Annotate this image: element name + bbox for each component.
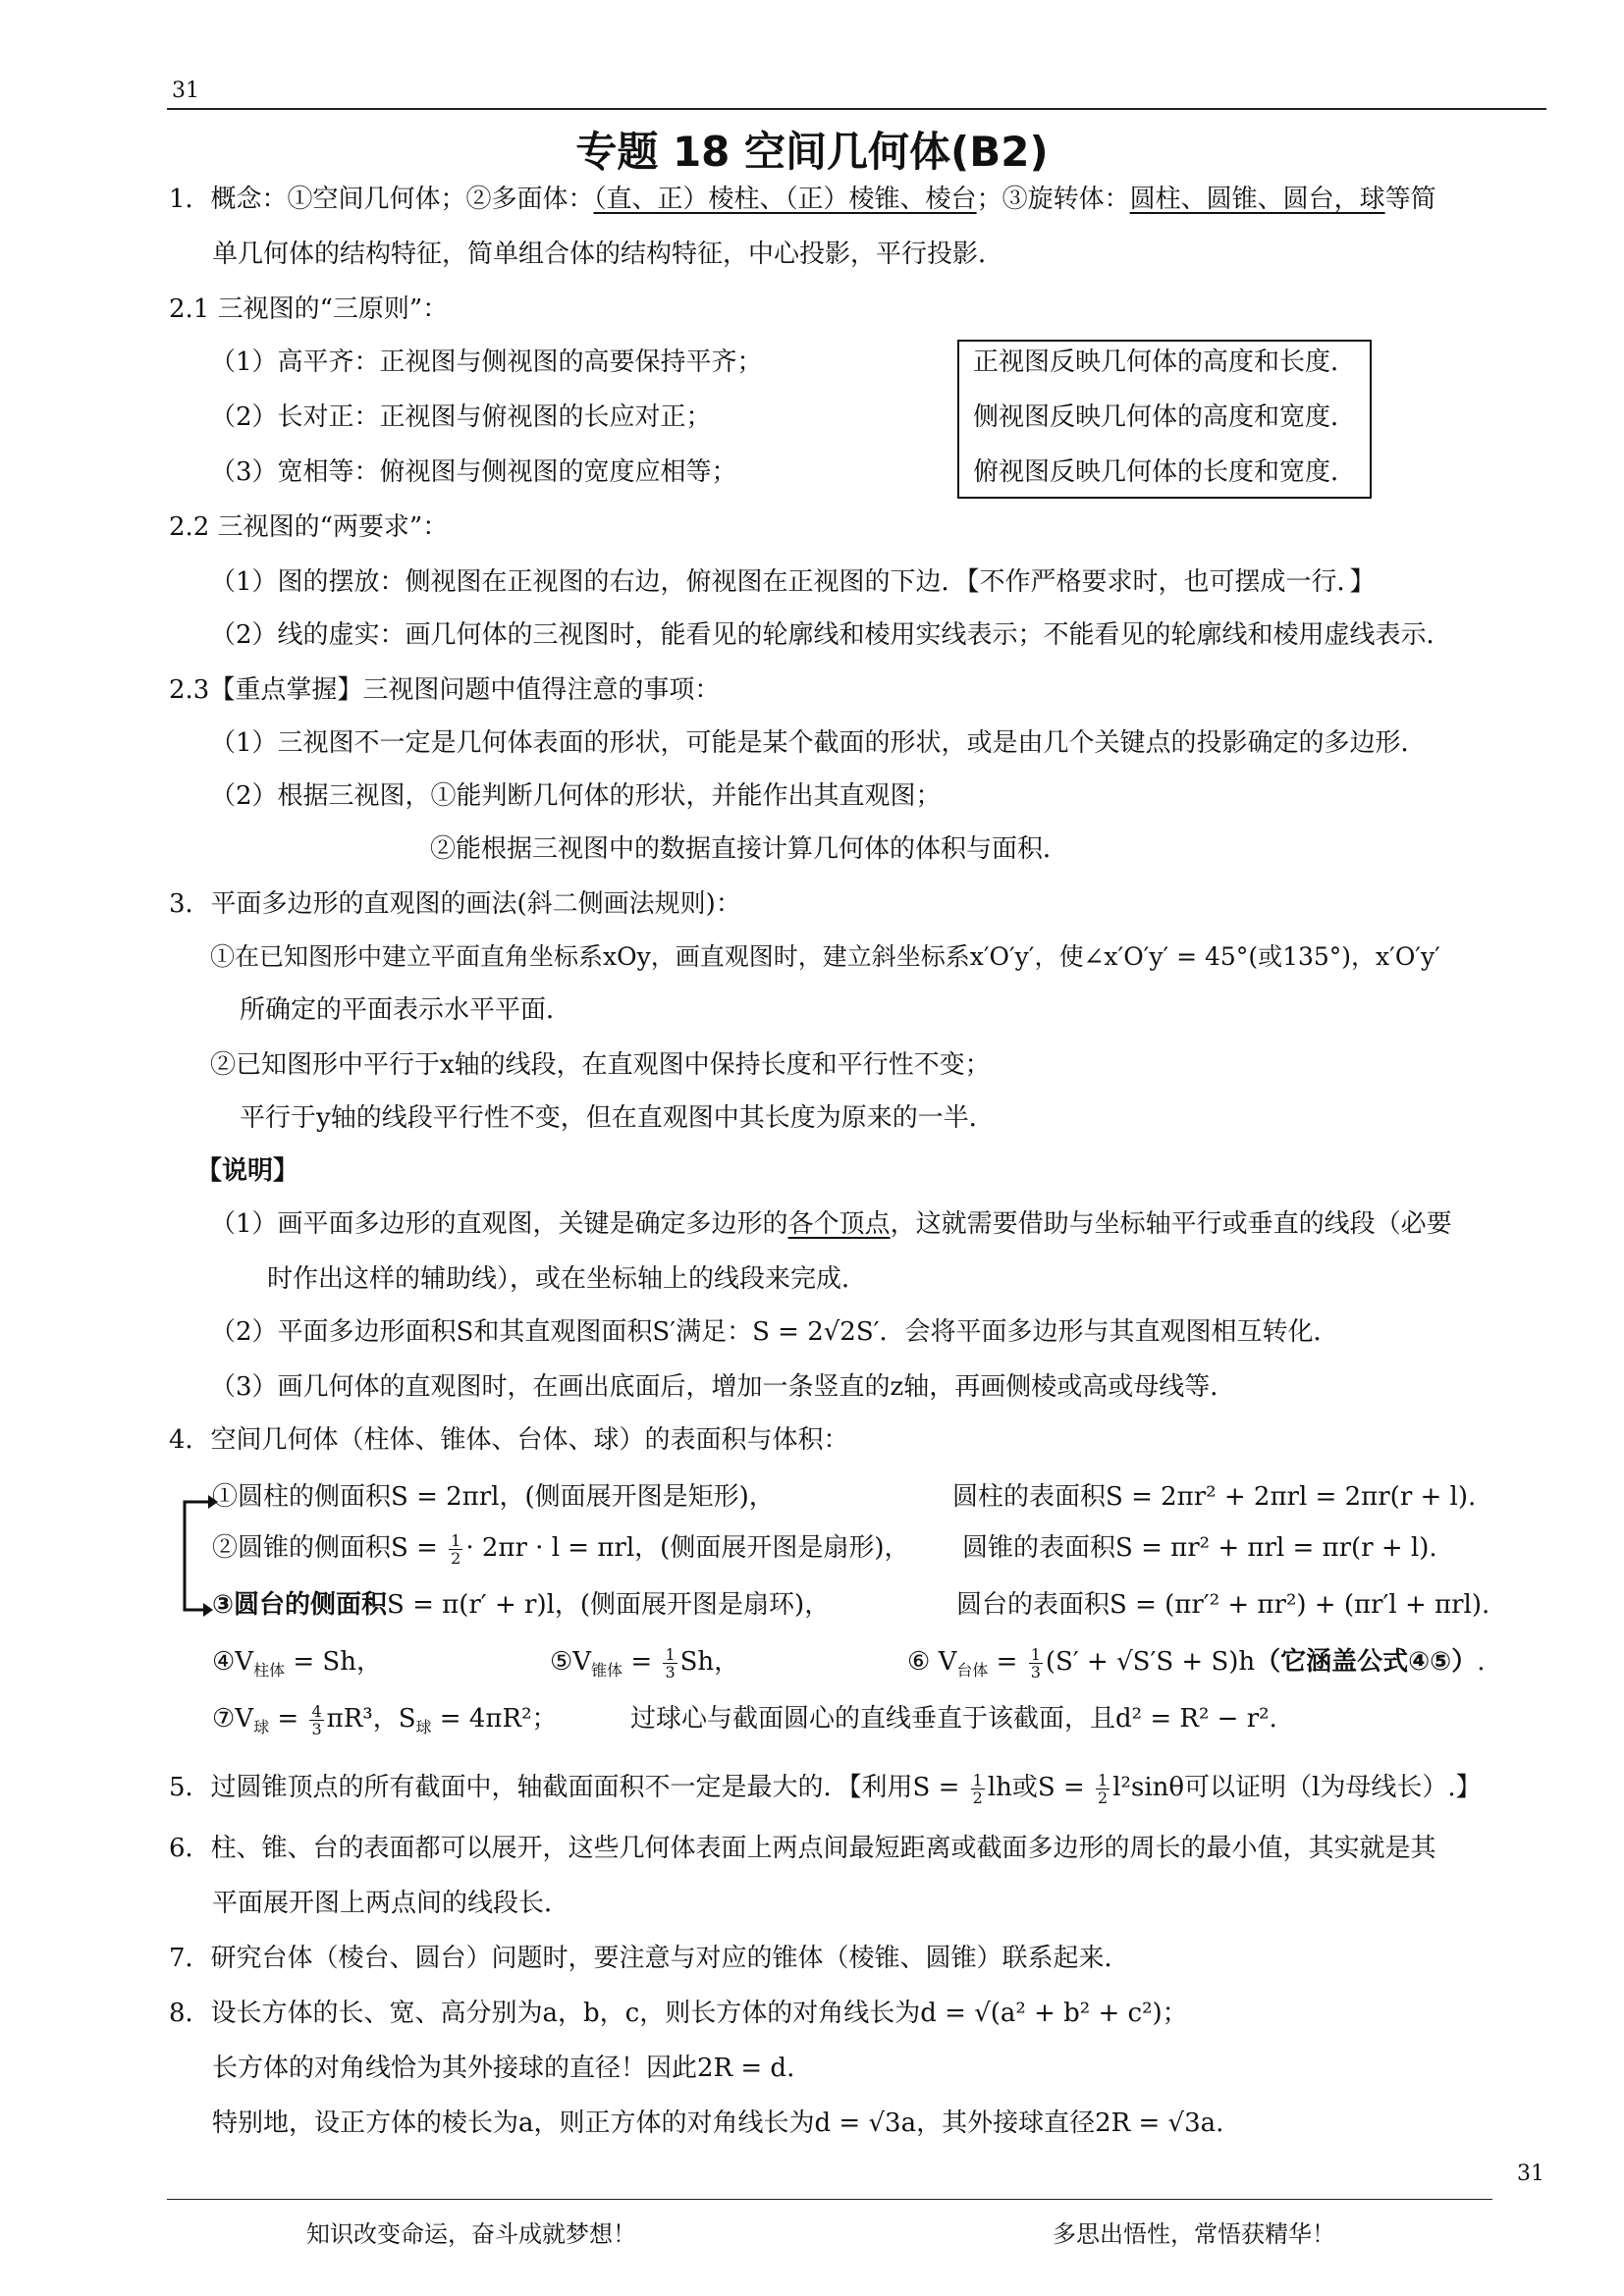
s4-row2-right: 圆锥的表面积S = πr² + πrl = πr(r + l).	[962, 1533, 1437, 1563]
s3-p1a: ①在已知图形中建立平面直角坐标系xOy，画直观图时，建立斜坐标系x′O′y′，使∠x′O′y′ = 45°(或135°)，x′O′y′	[210, 942, 1440, 971]
s1-line1: 1．概念：①空间几何体；②多面体：（直、正）棱柱、（正）棱锥、棱台；③旋转体：圆柱、圆锥、圆台，球等简	[169, 185, 1436, 214]
s3-p2b: 平行于y轴的线段平行性不变，但在直观图中其长度为原来的一半．	[240, 1103, 995, 1133]
s21-item-1: （1）高平齐：正视图与侧视图的高要保持平齐；	[210, 347, 763, 377]
fraction-one-half: $\frac{1}{2}$	[972, 1770, 983, 1807]
s22-item-2: （2）线的虚实：画几何体的三视图时，能看见的轮廓线和棱用实线表示；不能看见的轮廓线和棱用虚线表示．	[210, 620, 1452, 650]
views-box-line-1: 正视图反映几何体的高度和长度．	[973, 347, 1357, 377]
solids-of-revolution-list: 圆柱、圆锥、圆台，球	[1129, 185, 1385, 214]
s3-p2a: ②已知图形中平行于x轴的线段，在直观图中保持长度和平行性不变；	[210, 1050, 991, 1080]
s4-row3-right: 圆台的表面积S = (πr′² + πr²) + (πr′l + πrl).	[956, 1590, 1490, 1620]
s3-p1b: 所确定的平面表示水平平面．	[240, 995, 572, 1025]
footer-right-motto: 多思出悟性，常悟获精华！	[1053, 2220, 1335, 2248]
s3-note-1b: 时作出这样的辅助线），或在坐标轴上的线段来完成．	[267, 1264, 868, 1294]
s21-head: 2.1 三视图的“三原则”：	[169, 294, 449, 324]
s8-line2: 长方体的对角线恰为其外接球的直径！因此2R = d.	[212, 2054, 795, 2083]
s3-note-head: 【说明】	[196, 1156, 299, 1186]
s6-line1: 6．柱、锥、台的表面都可以展开，这些几何体表面上两点间最短距离或截面多边形的周长的最小值，其实就是其	[169, 1834, 1436, 1863]
s4-row2-left: ②圆锥的侧面积S = $\frac{1}{2}$ · 2πr · l = πrl，(侧面展开图是扇形)，	[212, 1530, 910, 1568]
s23-item-3: ②能根据三视图中的数据直接计算几何体的体积与面积．	[430, 834, 1069, 864]
s23-head: 2.3【重点掌握】三视图问题中值得注意的事项：	[169, 675, 721, 705]
header-rule	[167, 108, 1546, 110]
s4-volume-prism: $④V_{柱体} = Sh$，	[212, 1647, 382, 1680]
s23-item-1: （1）三视图不一定是几何体表面的形状，可能是某个截面的形状，或是由几个关键点的投影确定的多边形．	[210, 728, 1427, 758]
page-number-bottom: 31	[1517, 2162, 1544, 2186]
s4-sphere: $⑦V_球$ = $\frac{4}{3}$ πR³，$S_球 = 4\pi R^2$；	[212, 1701, 558, 1738]
fraction-one-half: $\frac{1}{2}$	[1098, 1770, 1109, 1807]
s22-item-1: （1）图的摆放：侧视图在正视图的右边，俯视图在正视图的下边．【不作严格要求时，也可摆成一行．】	[210, 567, 1376, 597]
polyhedra-list: （直、正）棱柱、（正）棱锥、棱台	[593, 185, 977, 214]
s5-line: 5．过圆锥顶点的所有截面中，轴截面面积不一定是最大的．【利用S = $\frac{1}{2}$ lh或S = $\frac{1}{2}$ l²sinθ可以证明（l为母线长）.】	[169, 1770, 1482, 1807]
s4-row1-left: ①圆柱的侧面积S = 2πrl，(侧面展开图是矩形)，	[212, 1482, 775, 1512]
fraction-one-third: $\frac{1}{3}$	[665, 1644, 676, 1682]
s8-line3: 特别地，设正方体的棱长为a，则正方体的对角线长为d = √3a，其外接球直径2R = √3a.	[212, 2109, 1224, 2138]
s22-head: 2.2 三视图的“两要求”：	[169, 512, 449, 542]
fraction-one-half: $\frac{1}{2}$	[451, 1530, 461, 1568]
s3-note-1a: （1）画平面多边形的直观图，关键是确定多边形的各个顶点，这就需要借助与坐标轴平行或垂直的线段（必要	[210, 1209, 1452, 1239]
s3-note-3: （3）画几何体的直观图时，在画出底面后，增加一条竖直的z轴，再画侧棱或高或母线等．	[210, 1372, 1236, 1402]
s1-line2: 单几何体的结构特征，简单组合体的结构特征，中心投影，平行投影．	[212, 240, 1004, 269]
views-box	[957, 340, 1372, 499]
s4-sphere-section: 过球心与截面圆心的直线垂直于该截面，且d² = R² − r².	[630, 1704, 1277, 1734]
s4-head: 4．空间几何体（柱体、锥体、台体、球）的表面积与体积：	[169, 1425, 849, 1455]
s3-note-2: （2）平面多边形面积S和其直观图面积S′满足：S = 2√2S′．会将平面多边形与其直观图相互转化．	[210, 1317, 1339, 1347]
s4-row3-left: ③圆台的侧面积S = π(r′ + r)l，(侧面展开图是扇环)，	[212, 1590, 831, 1620]
s6-line2: 平面展开图上两点间的线段长．	[212, 1889, 570, 1918]
s21-item-3: （3）宽相等：俯视图与侧视图的宽度应相等；	[210, 457, 737, 487]
views-box-line-2: 侧视图反映几何体的高度和宽度．	[973, 402, 1357, 432]
fraction-four-thirds: $\frac{4}{3}$	[311, 1701, 322, 1738]
s8-line1: 8．设长方体的长、宽、高分别为a，b，c，则长方体的对角线长为d = √(a² + b² + c²)；	[169, 1999, 1188, 2028]
views-box-line-3: 俯视图反映几何体的长度和宽度．	[973, 457, 1357, 487]
footer-rule	[167, 2199, 1492, 2200]
s7-line1: 7．研究台体（棱台、圆台）问题时，要注意与对应的锥体（棱锥、圆锥）联系起来．	[169, 1944, 1130, 1973]
page-title: 专题 18 空间几何体(B2)	[575, 128, 1049, 176]
s4-volume-frustum: ⑥ $V_{台体}$ = $\frac{1}{3}$ (S′ + √S′S + S)h（它涵盖公式④⑤）.	[907, 1644, 1486, 1682]
vertices-underline: 各个顶点	[787, 1209, 891, 1239]
footer-left-motto: 知识改变命运，奋斗成就梦想！	[306, 2220, 636, 2248]
s21-item-2: （2）长对正：正视图与俯视图的长应对正；	[210, 402, 712, 432]
s3-head: 3．平面多边形的直观图的画法(斜二侧画法规则)：	[169, 889, 741, 919]
s23-item-2: （2）根据三视图，①能判断几何体的形状，并能作出其直观图；	[210, 781, 942, 811]
s4-volume-pyramid: $⑤V_{锥体}$ = $\frac{1}{3}$ Sh，	[550, 1644, 740, 1682]
s4-row1-right: 圆柱的表面积S = 2πr² + 2πrl = 2πr(r + l).	[952, 1482, 1477, 1512]
page-number-top: 31	[172, 79, 199, 103]
fraction-one-third: $\frac{1}{3}$	[1030, 1644, 1041, 1682]
